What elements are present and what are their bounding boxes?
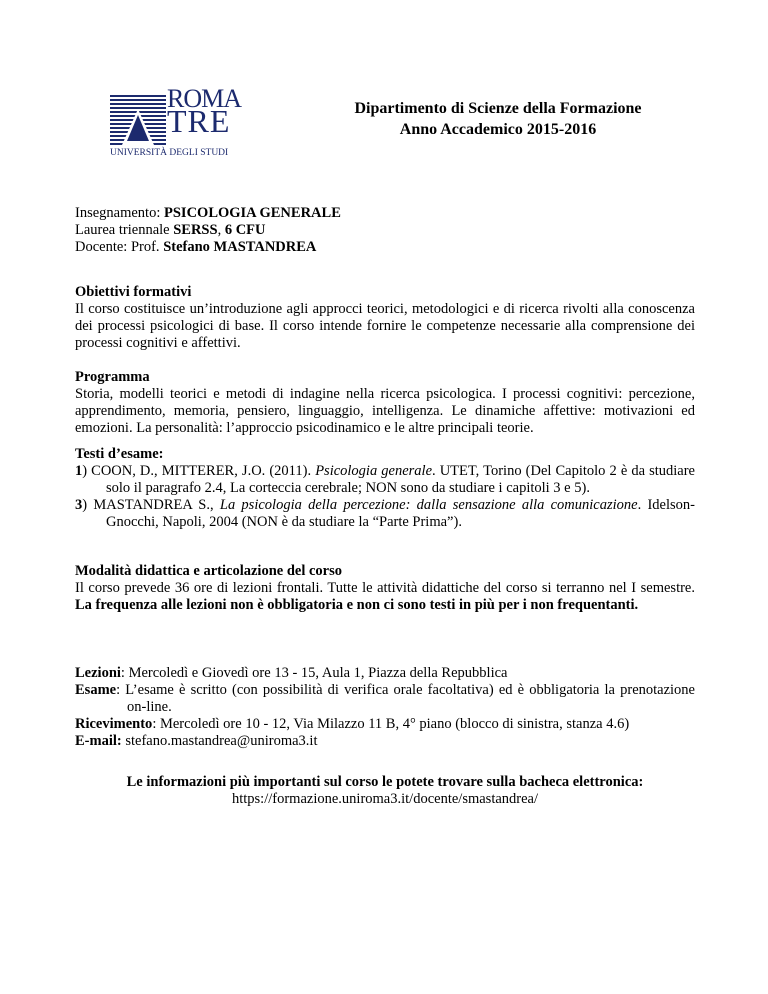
lezioni-line <box>75 665 695 682</box>
list-item <box>75 463 695 497</box>
section-title: Modalità didattica e articolazione del corso <box>75 563 342 579</box>
esame-text: : L’esame è scritto (con possibilità di verifica orale facoltativa) ed è obbligatoria la prenotazione on-line. <box>116 682 695 715</box>
ricevimento-text: : Mercoledì ore 10 - 12, Via Milazzo 11 B, 4° piano (blocco di sinistra, stanza 4.6) <box>152 716 630 732</box>
credits-value: 6 CFU <box>224 222 266 238</box>
degree-line <box>75 222 695 239</box>
teacher-line <box>75 239 695 256</box>
section-title: Obiettivi formativi <box>75 284 192 300</box>
teacher-label: Docente: Prof. <box>75 239 164 255</box>
item-details: . Idelson-Gnocchi, Napoli, 2004 (NON è da studiare la “Parte Prima”). <box>106 497 695 530</box>
university-logo <box>110 84 242 160</box>
section-modalita <box>75 563 695 614</box>
list-item <box>75 497 695 531</box>
section-obiettivi <box>75 284 695 352</box>
item-number: 3 <box>75 497 83 513</box>
logo-word-tre: TRE <box>167 103 231 139</box>
email-label: E-mail: <box>75 733 122 749</box>
course-label: Insegnamento: <box>75 205 164 221</box>
section-text: Il corso costituisce un’introduzione agli approcci teorici, metodologici e di ricerca rivolti alla conoscenza dei processi psicologici di base. Il corso intende fornire le competenze necessarie alla comprensione dei processi cognitivi e affettivi. <box>75 301 695 351</box>
section-programma <box>75 369 695 437</box>
logo-subtitle: UNIVERSITÀ DEGLI STUDI <box>110 148 229 158</box>
section-text: Storia, modelli teorici e metodi di indagine nella ricerca psicologica. I processi cognitivi: percezione, apprendimento, memoria, pensiero, linguaggio, intelligenza. Le dinamiche affettive: motivazioni ed emozioni. La personalità: l’approccio psicodinamico e le altre principali teorie. <box>75 386 695 436</box>
item-details: . UTET, Torino (Del Capitolo 2 è da studiare solo il paragrafo 2.4, La corteccia cerebrale; NON sono da studiare i capitoli 3 e 5). <box>106 463 695 496</box>
esame-line <box>75 682 695 716</box>
item-title: La psicologia della percezione: dalla sensazione alla comunicazione <box>219 497 638 513</box>
degree-value: SERSS <box>173 222 218 238</box>
ricevimento-line <box>75 716 695 733</box>
course-value: PSICOLOGIA GENERALE <box>164 205 341 221</box>
section-testi <box>75 446 695 531</box>
email-line <box>75 733 695 750</box>
course-line <box>75 205 695 222</box>
academic-year: Anno Accademico 2015-2016 <box>399 121 597 138</box>
item-authors: ) MASTANDREA S., <box>82 497 220 513</box>
item-title: Psicologia generale <box>315 463 433 479</box>
logo-word-roma: ROMA <box>167 84 242 113</box>
email-text: stefano.mastandrea@uniroma3.it <box>121 733 318 749</box>
attendance-note: La frequenza alle lezioni non è obbligatoria e non ci sono testi in più per i non frequentanti. <box>75 597 639 613</box>
section-title: Programma <box>75 369 150 385</box>
degree-label: Laurea triennale <box>75 222 174 238</box>
item-authors: ) COON, D., MITTERER, J.O. (2011). <box>82 463 316 479</box>
esame-label: Esame <box>75 682 117 698</box>
bacheca-notice <box>75 774 695 808</box>
degree-separator: , <box>217 222 225 238</box>
lezioni-text: : Mercoledì e Giovedì ore 13 - 15, Aula 1, Piazza della Repubblica <box>120 665 508 681</box>
ricevimento-label: Ricevimento <box>75 716 153 732</box>
bacheca-url[interactable]: https://formazione.uniroma3.it/docente/smastandrea/ <box>231 791 539 807</box>
document-header <box>318 98 678 140</box>
roma-tre-emblem <box>110 95 166 145</box>
section-title: Testi d’esame: <box>75 446 164 462</box>
bacheca-title: Le informazioni più importanti sul corso le potete trovare sulla bacheca elettronica: <box>126 774 644 790</box>
department-name: Dipartimento di Scienze della Formazione <box>354 100 642 117</box>
lezioni-label: Lezioni <box>75 665 121 681</box>
section-text <box>75 580 695 614</box>
course-info <box>75 205 695 256</box>
item-number: 1 <box>75 463 83 479</box>
section-plain-text: Il corso prevede 36 ore di lezioni frontali. Tutte le attività didattiche del corso si terranno nel I semestre. <box>75 580 695 596</box>
section-contatti <box>75 665 695 750</box>
teacher-value: Stefano MASTANDREA <box>163 239 317 255</box>
